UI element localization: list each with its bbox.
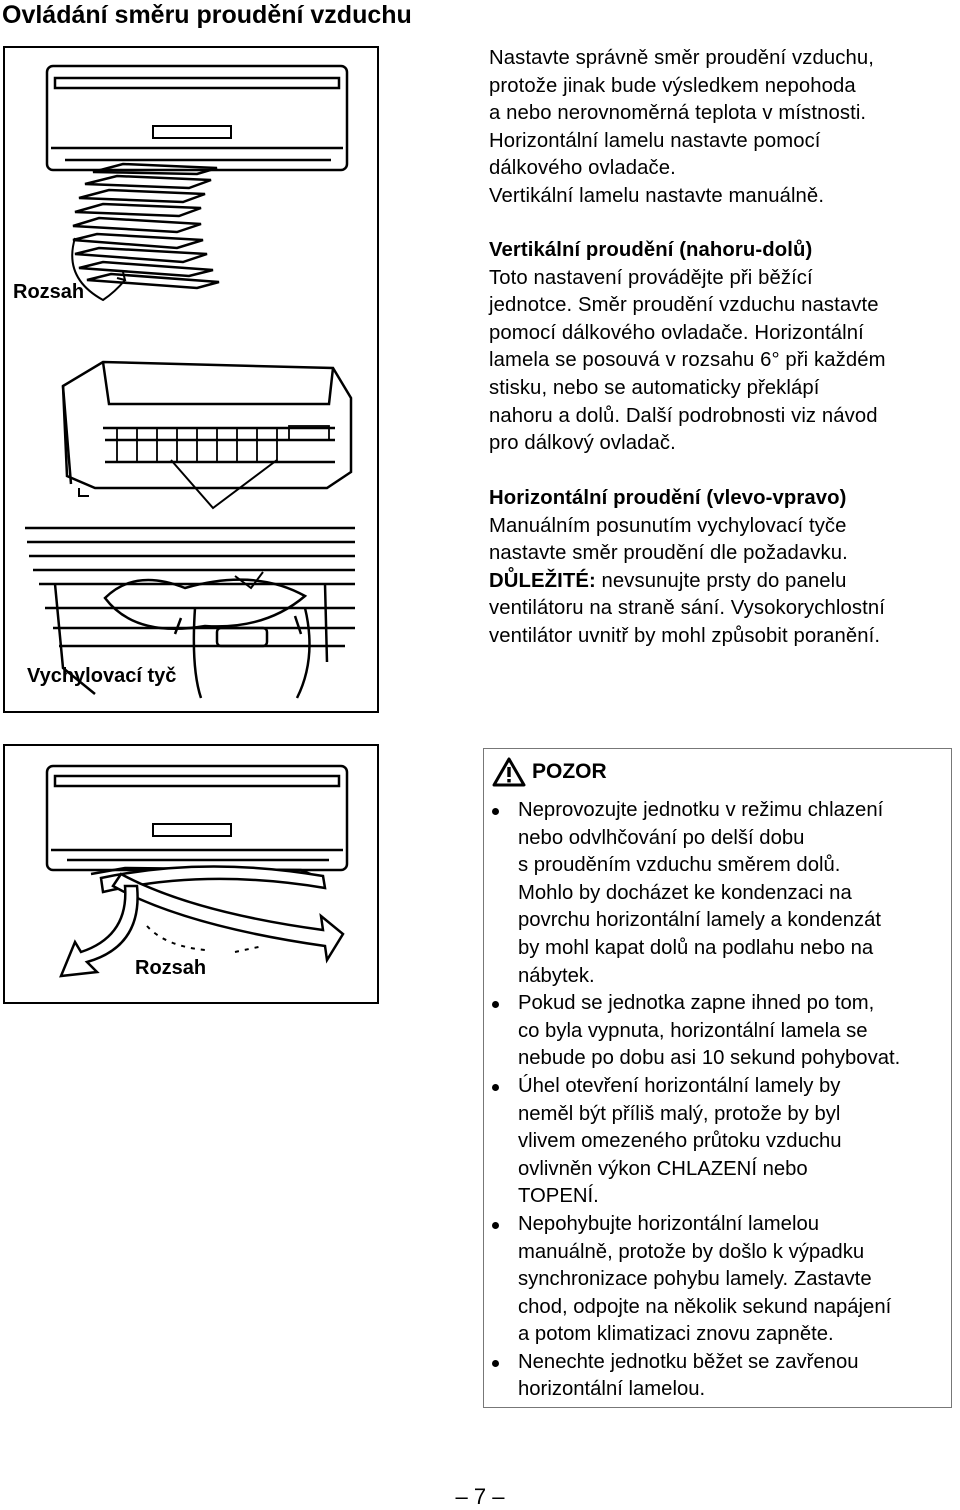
caution-line: horizontální lamelou. xyxy=(518,1378,706,1401)
figure-louver-range xyxy=(3,744,379,1004)
vertical-line: stisku, nebo se automaticky překlápí xyxy=(489,376,820,399)
bullet-icon xyxy=(492,1001,499,1008)
vertical-line: lamela se posouvá v rozsahu 6° při každém xyxy=(489,349,886,372)
important-line xyxy=(489,568,959,596)
caution-line: Neprovozujte jednotku v režimu chlazení xyxy=(518,799,884,821)
important-label: DŮLEŽITÉ: xyxy=(489,569,596,592)
caution-line: neměl být příliš malý, protože by byl xyxy=(518,1102,841,1125)
intro-line: Horizontální lamelu nastavte pomocí xyxy=(489,129,821,152)
warning-triangle-icon xyxy=(492,757,526,787)
deflector-label: Vychylovací tyč xyxy=(27,665,177,687)
figure-airflow-direction xyxy=(3,46,379,713)
vertical-line: nahoru a dolů. Další podrobnosti viz návod xyxy=(489,404,878,427)
bullet-icon xyxy=(492,808,499,815)
caution-line: a potom klimatizaci znovu zapněte. xyxy=(518,1323,834,1346)
horizontal-line: ventilátor uvnitř by mohl způsobit poranění. xyxy=(489,624,881,647)
intro-text xyxy=(489,45,959,211)
caution-item xyxy=(484,990,952,1073)
intro-line: Nastavte správně směr proudění vzduchu, xyxy=(489,47,874,69)
caution-line: ovlivněn výkon CHLAZENÍ nebo xyxy=(518,1157,808,1180)
intro-line: dálkového ovladače. xyxy=(489,157,676,180)
horizontal-line: Manuálním posunutím vychylovací tyče xyxy=(489,514,847,537)
vertical-line: jednotce. Směr proudění vzduchu nastavte xyxy=(489,294,879,317)
caution-item xyxy=(484,1073,952,1211)
vertical-line: pro dálkový ovladač. xyxy=(489,432,676,455)
intro-line: protože jinak bude výsledkem nepohoda xyxy=(489,74,856,97)
caution-line: Úhel otevření horizontální lamely by xyxy=(518,1074,841,1097)
caution-line: nábytek. xyxy=(518,964,595,987)
vertical-line: pomocí dálkového ovladače. Horizontální xyxy=(489,321,864,344)
figure-airflow-drawing xyxy=(5,48,377,711)
caution-item xyxy=(484,1349,952,1404)
caution-line: by mohl kapat dolů na podlahu nebo na xyxy=(518,936,874,959)
intro-line: Vertikální lamelu nastavte manuálně. xyxy=(489,184,825,207)
vertical-line: Toto nastavení provádějte při běžící xyxy=(489,266,813,289)
caution-line: co byla vypnuta, horizontální lamela se xyxy=(518,1019,868,1042)
caution-title: POZOR xyxy=(532,760,607,783)
caution-line: povrchu horizontální lamely a kondenzát xyxy=(518,909,882,932)
vertical-heading: Vertikální proudění (nahoru-dolů) xyxy=(489,239,813,261)
caution-line: Mohlo by docházet ke kondenzaci na xyxy=(518,881,852,904)
caution-line: vlivem omezeného průtoku vzduchu xyxy=(518,1130,842,1153)
bullet-icon xyxy=(492,1360,499,1367)
horizontal-section xyxy=(489,485,959,651)
caution-item xyxy=(484,797,952,990)
caution-line: nebude po dobu asi 10 sekund pohybovat. xyxy=(518,1047,901,1070)
caution-list xyxy=(484,797,952,1404)
caution-line: Nepohybujte horizontální lamelou xyxy=(518,1212,820,1235)
vertical-section xyxy=(489,237,959,458)
caution-line: nebo odvlhčování po delší dobu xyxy=(518,826,805,849)
caution-line: chod, odpojte na několik sekund napájení xyxy=(518,1295,892,1318)
caution-line: Pokud se jednotka zapne ihned po tom, xyxy=(518,992,875,1015)
caution-line: TOPENÍ. xyxy=(518,1185,599,1208)
range-label: Rozsah xyxy=(135,957,207,979)
caution-item xyxy=(484,1211,952,1349)
page-title: Ovládání směru proudění vzduchu xyxy=(2,1,412,29)
caution-line: synchronizace pohybu lamely. Zastavte xyxy=(518,1268,872,1291)
bullet-icon xyxy=(492,1222,499,1229)
horizontal-heading: Horizontální proudění (vlevo-vpravo) xyxy=(489,487,847,509)
caution-line: s prouděním vzduchu směrem dolů. xyxy=(518,854,841,877)
range-label: Rozsah xyxy=(13,281,85,303)
horizontal-line: nastavte směr proudění dle požadavku. xyxy=(489,542,848,565)
horizontal-line: ventilátoru na straně sání. Vysokorychlostní xyxy=(489,597,885,620)
bullet-icon xyxy=(492,1084,499,1091)
figure-louver-drawing xyxy=(5,746,377,1002)
caution-header xyxy=(492,757,607,787)
page-number: – 7 – xyxy=(455,1484,505,1509)
caution-box xyxy=(483,748,952,1408)
important-text: nevsunujte prsty do panelu xyxy=(595,569,847,592)
intro-line: a nebo nerovnoměrná teplota v místnosti. xyxy=(489,102,867,125)
caution-line: Nenechte jednotku běžet se zavřenou xyxy=(518,1350,859,1373)
caution-line: manuálně, protože by došlo k výpadku xyxy=(518,1240,865,1263)
